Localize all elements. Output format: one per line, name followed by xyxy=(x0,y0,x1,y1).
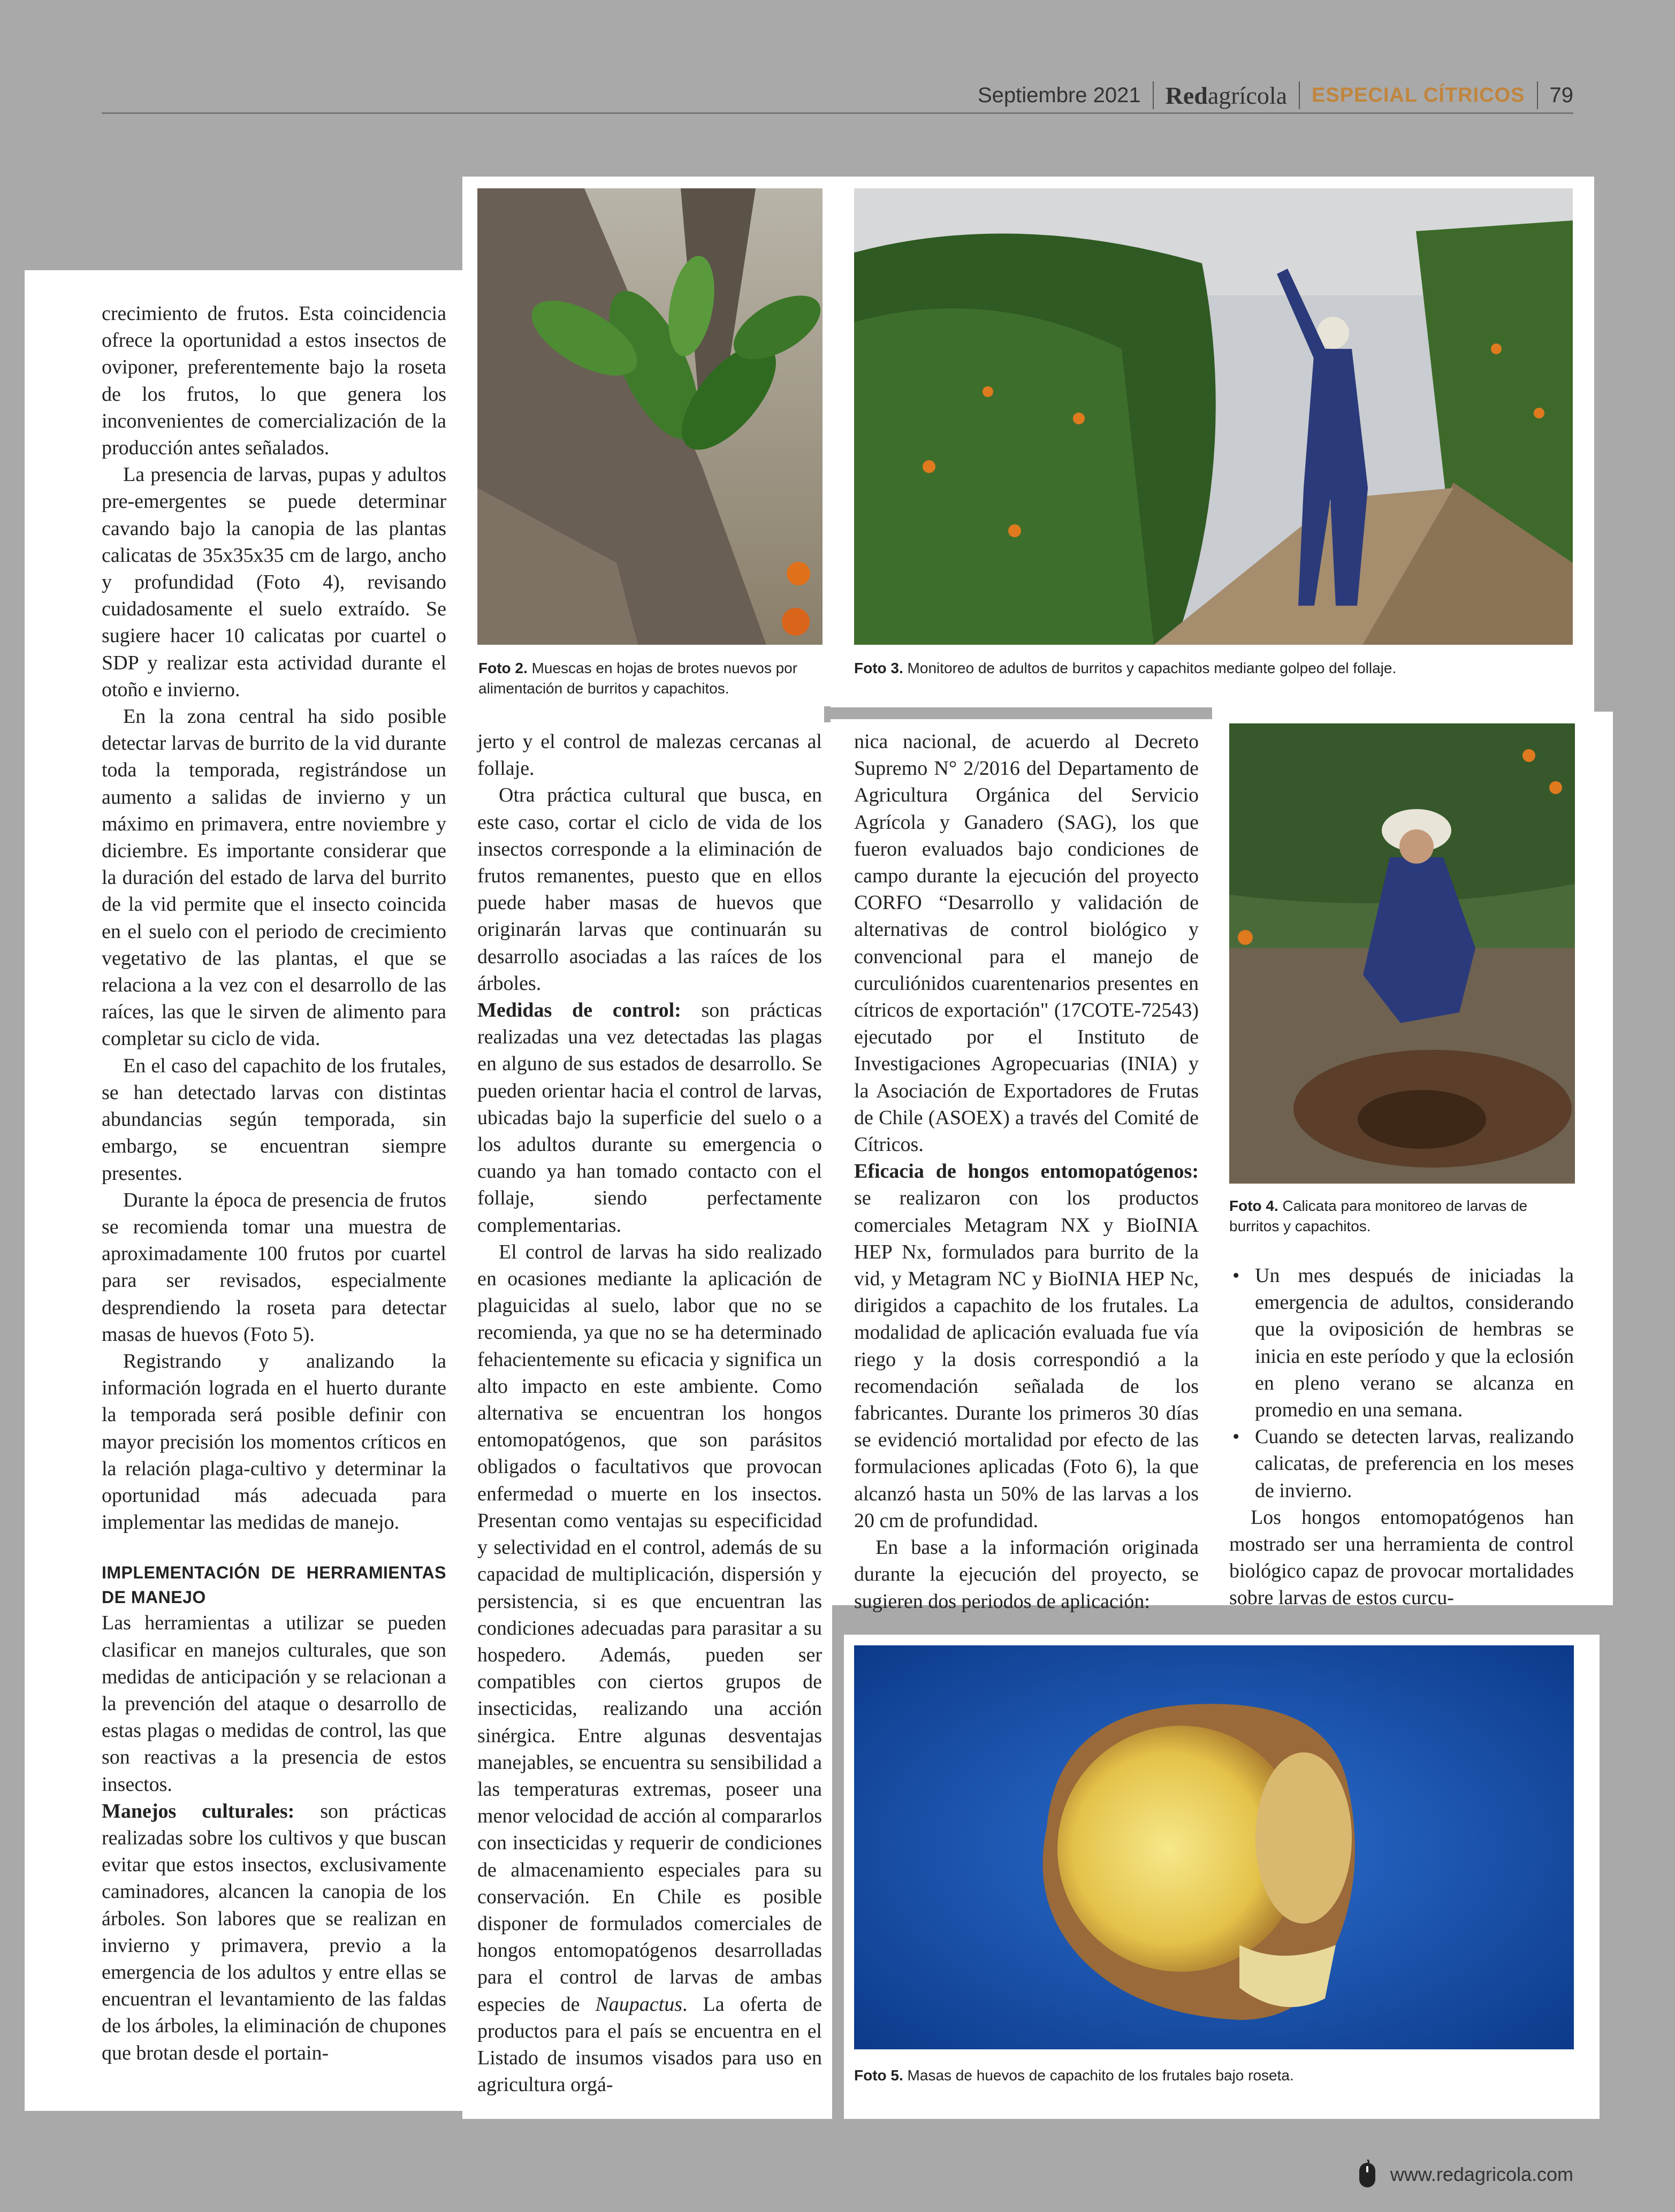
paragraph: En la zona central ha sido posible detectar larvas de burrito de la vid durante toda la temporada, registrándose un aumento a salidas de invierno y un máximo en primavera, entre noviembre y diciembre. Es importante considerar que la duración del estado de larva del burrito de la vid permite que el insecto coincida en el suelo con el periodo de crecimiento vegetativo de las plantas, el que se relaciona a la vez con el desarrollo de las raíces, las que le sirven de alimento para completar su ciclo de vida. xyxy=(102,705,446,1050)
list-item: • Cuando se detecten larvas, realizando calicatas, de preferencia en los meses de invierno. xyxy=(1229,1423,1574,1504)
header-divider xyxy=(1537,81,1538,109)
paragraph: En el caso del capachito de los frutales, se han detectado larvas con distintas abundancias según temporada, sin embargo, se encuentran siempre presentes. xyxy=(102,1054,446,1185)
paragraph: Eficacia de hongos entomopatógenos: se realizaron con los productos comerciales Metagram NX y BioINIA HEP Nx, formulados para burrito de la vid, y Metagram NC y BioINIA HEP Nc, dirigidos a capachito de los frutales. La modalidad de aplicación evaluada fue vía riego y la dosis correspondió a la recomendación señalada de los fabricantes. Durante los primeros 30 días se evidenció mortalidad por efecto de las formulaciones aplicadas (Foto 6), la que alcanzó hasta un 50% de las larvas a los 20 cm de profundidad. xyxy=(854,1160,1199,1532)
header-divider xyxy=(1299,81,1300,109)
page-header xyxy=(102,75,1573,114)
text-column-3 xyxy=(854,728,1199,1615)
divider-gap xyxy=(824,706,831,722)
paragraph: Durante la época de presencia de frutos se recomienda tomar una muestra de aproximadamente 100 frutos por cuartel para ser revisados, especialmente desprendiendo la roseta para detectar masas de huevos (Foto 5). xyxy=(102,1188,446,1346)
photo-3-monitoring xyxy=(854,188,1573,645)
paragraph: nica nacional, de acuerdo al Decreto Supremo N° 2/2016 del Departamento de Agricultura Orgánica del Servicio Agrícola y Ganadero (SAG), los que fueron evaluados bajo condiciones de campo durante la ejecución del proyecto CORFO “Desarrollo y validación de alternativas de control biológico y convencional para el manejo de curculiónidos cuarentenarios presentes en cítricos de exportación" (17COTE-72543) ejecutado por el Instituto de Investigaciones Agropecuarias (INIA) y la Asociación de Exportadores de Frutas de Chile (ASOEX) a través del Comité de Cítricos. xyxy=(854,730,1199,1156)
bullet-list xyxy=(1229,1262,1574,1504)
list-item: • Un mes después de iniciadas la emergencia de adultos, considerando que la oviposición de hembras se inicia en este período y que la eclosión en pleno verano se alcanza en promedio en una semana. xyxy=(1229,1262,1574,1423)
photo-4-calicata xyxy=(1229,723,1575,1184)
paragraph: En base a la información originada durante la ejecución del proyecto, se sugieren dos periodos de aplicación: xyxy=(854,1536,1199,1613)
paragraph: Los hongos entomopatógenos han mostrado ser una herramienta de control biológico capaz de provocar mortalidades sobre larvas de estos curcu- xyxy=(1229,1506,1574,1610)
text-column-1 xyxy=(102,300,446,2066)
page-number: 79 xyxy=(1549,83,1573,107)
text-column-2 xyxy=(477,728,822,2098)
header-info xyxy=(978,80,1573,110)
paragraph: El control de larvas ha sido realizado en ocasiones mediante la aplicación de plaguicidas al suelo, labor que no se recomienda, ya que no se ha determinado fehacientemente su eficacia y significa un alto impacto en este ambiente. Como alternativa se encuentran los hongos entomopatógenos, que son parásitos obligados o facultativos que provocan enfermedad o muerte en los insectos. Presentan como ventajas su especificidad y selectividad en el control, además de su capacidad de multiplicación, dispersión y persistencia, si es que encuentran las condiciones adecuadas para parasitar a su hospedero. Además, pueden ser compatibles con ciertos grupos de insecticidas, realizando una acción sinérgica. Entre algunas desventajas manejables, se encuentra su sensibilidad a las temperaturas extremas, poseer una menor velocidad de acción al compararlos con insecticidas y requerir de condiciones de almacenamiento especiales para su conservación. En Chile es posible disponer de formulados comerciales de hongos entomopatógenos desarrolladas para el control de larvas de ambas especies de Naupactus. La oferta de productos para el país se encuentra en el Listado de insumos visados para uso en agricultura orgá- xyxy=(477,1240,822,2096)
text-column-4 xyxy=(1229,1262,1574,1612)
header-divider xyxy=(1153,81,1154,109)
website-url[interactable]: www.redagricola.com xyxy=(1390,2163,1573,2185)
section-heading: IMPLEMENTACIÓN DE HERRAMIENTAS DE MANEJO xyxy=(102,1563,446,1607)
photo-2-leaves xyxy=(477,188,823,645)
caption-foto-4: Foto 4. Calicata para monitoreo de larvas de burritos y capachitos. xyxy=(1229,1197,1528,1234)
caption-foto-2: Foto 2. Muescas en hojas de brotes nuevos por alimentación de burritos y capachitos. xyxy=(478,660,798,697)
page-footer xyxy=(1356,2158,1573,2191)
photo-5-egg-masses xyxy=(854,1645,1574,2049)
caption-foto-5: Foto 5. Masas de huevos de capachito de los frutales bajo roseta. xyxy=(854,2067,1294,2084)
section-title: ESPECIAL CÍTRICOS xyxy=(1312,83,1525,106)
brand-logo: Redagrícola xyxy=(1165,81,1288,109)
paragraph: crecimiento de frutos. Esta coincidencia ofrece la oportunidad a estos insectos de oviponer, preferentemente bajo la roseta de los frutos, lo que genera los inconvenientes de comercialización de la producción antes señalados. xyxy=(102,302,446,460)
issue-date: Septiembre 2021 xyxy=(978,83,1141,107)
paragraph: Registrando y analizando la información lograda en el huerto durante la temporada será posible definir con mayor precisión los momentos críticos en la relación plaga-cultivo y determinar la oportunidad más adecuada para implementar las medidas de manejo. xyxy=(102,1349,446,1534)
paragraph: jerto y el control de malezas cercanas al follaje. xyxy=(477,730,822,780)
paragraph: Medidas de control: son prácticas realizadas una vez detectadas las plagas en alguno de sus estados de desarrollo. Se pueden orientar hacia el control de larvas, ubicadas bajo la superficie del suelo o a los adultos durante su emergencia o cuando ya han tomado contacto con el follaje, siendo perfectamente complementarias. xyxy=(477,999,822,1237)
divider-gap xyxy=(832,1632,844,2119)
paragraph: La presencia de larvas, pupas y adultos pre-emergentes se puede determinar cavando bajo la canopia de las plantas calicatas de 35x35x35 cm de largo, ancho y profundidad (Foto 4), revisando cuidadosamente el suelo extraído. Se sugiere hacer 10 calicatas por cuartel o SDP y realizar esta actividad durante el otoño e invierno. xyxy=(102,463,446,701)
paragraph: Otra práctica cultural que busca, en este caso, cortar el ciclo de vida de los insectos corresponde a la eliminación de frutos remanentes, puesto que en ellos puede haber masas de huevos que originarán larvas que continuarán su desarrollo asociadas a las raíces de los árboles. xyxy=(477,784,822,995)
paragraph: Manejos culturales: son prácticas realizadas sobre los cultivos y que buscan evitar que estos insectos, exclusivamente caminadores, alcancen la canopia de los árboles. Son labores que se realizan en invierno y primavera, previo a la emergencia de los adultos y entre ellas se encuentran el levantamiento de las faldas de los árboles, la eliminación de chupones que brotan desde el portain- xyxy=(102,1799,447,2064)
mouse-icon xyxy=(1356,2160,1379,2190)
divider-bar xyxy=(824,707,1212,719)
paragraph: Las herramientas a utilizar se pueden clasificar en manejos culturales, que son medidas de anticipación y se relacionan a la prevención del ataque o desarrollo de estas plagas o medidas de control, las que son reactivas a la presencia de estos insectos. xyxy=(102,1612,446,1796)
caption-foto-3: Foto 3. Monitoreo de adultos de burritos y capachitos mediante golpeo del follaje. xyxy=(854,660,1397,676)
